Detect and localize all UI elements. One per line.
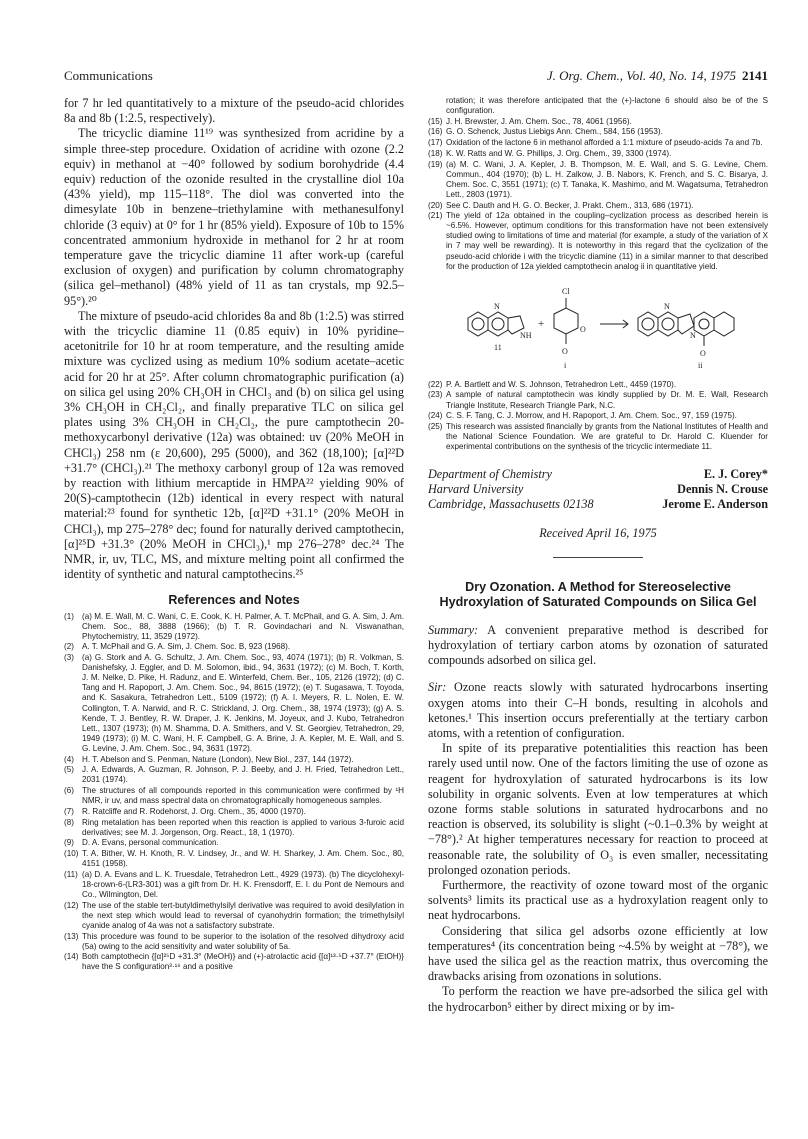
body-paragraph: for 7 hr led quantitatively to a mixture of the pseudo-acid chlorides 8a and 8b (1:2.5, respectively).	[64, 96, 404, 126]
summary-label: Summary:	[428, 622, 479, 637]
reference-item: (5) J. A. Edwards, A. Guzman, R. Johnson, P. J. Beeby, and J. H. Fried, Tetrahedron Lett., 2031 (1974).	[64, 765, 404, 785]
author-name: E. J. Corey*	[703, 466, 768, 481]
pyridone-ring	[694, 312, 714, 336]
reference-item: (9) D. A. Evans, personal communication.	[64, 838, 219, 848]
reference-list-continued	[428, 96, 768, 272]
aromatic-circle	[662, 318, 674, 330]
journal-citation: J. Org. Chem., Vol. 40, No. 14, 1975	[546, 68, 736, 83]
affiliation-row	[428, 482, 768, 497]
chlorine-label: Cl	[562, 286, 570, 296]
body-paragraph: The tricyclic diamine 11¹⁹ was synthesized from acridine by a simple three-step procedure. Oxidation of acridine with ozone (2.2 equiv) in methanol at −40° followed by sodium borohydride (4.4 equiv) reduction of the ozonide resulted in the crystalline diol 10a (43% yield), mp 115–118°. The diol was converted into the dimesylate 10b in benzene–triethylamine with methanesulfonyl chloride (3 equiv) at 0° for 1 hr (85% yield). Exposure of 10b to 15% concentrated ammonium hydroxide in methanol for 2 hr at room temperature gave the tricyclic diamine 11 after work-up (careful exclusion of oxygen) and purification by column chromatography (silica gel–methanol) (48% yield of 11 as tan crystals, mp 92.5–95°).²⁰	[64, 126, 404, 308]
nh-label: NH	[520, 330, 532, 340]
reference-item: (17) Oxidation of the lactone 6 in methanol afforded a 1:1 mixture of pseudo-acids 7a and 7b.	[428, 138, 763, 148]
affiliation-row	[428, 467, 768, 482]
pyridine-ring	[658, 312, 678, 336]
reaction-scheme-drawing	[428, 274, 768, 374]
reference-item: (2) A. T. McPhail and G. A. Sim, J. Chem. Soc. B, 923 (1968).	[64, 642, 291, 652]
ring-oxygen-label: O	[580, 324, 586, 334]
reference-item: (23) A sample of natural camptothecin was kindly supplied by Dr. M. E. Wall, Research Triangle Institute, Research Triangle Park, N.C.	[428, 390, 768, 410]
right-column	[428, 96, 768, 1015]
aromatic-circle	[472, 318, 484, 330]
aromatic-circle	[699, 319, 709, 329]
compound-label-ii: ii	[698, 360, 703, 370]
reference-item: (10) T. A. Bither, W. H. Knoth, R. V. Lindsey, Jr., and W. H. Sharkey, J. Am. Chem. Soc., 80, 4151 (1958).	[64, 849, 404, 869]
reference-item: (13) This procedure was found to be superior to the isolation of the resolved dihydroxy acid (5a) owing to the acid sensitivity and water solubility of 5a.	[64, 931, 404, 951]
references-heading: References and Notes	[168, 592, 300, 607]
reference-item: (6) The structures of all compounds reported in this communication were confirmed by ¹H NMR, ir uv, and mass spectral data on chromatographically homogeneous samples.	[64, 786, 404, 806]
oxygen-label: O	[700, 348, 706, 358]
aromatic-circle	[492, 318, 504, 330]
affiliation-dept: Department of Chemistry	[428, 466, 552, 481]
reference-item: (14) Both camptothecin {[α]²⁵D +31.3° (MeOH)} and (+)-atrolactic acid {[α]¹³·⁵D +37.7° (EtOH)} have the S configuration³·¹⁶ and a positive	[64, 952, 404, 972]
section-divider	[553, 557, 643, 558]
body-paragraph: The mixture of pseudo-acid chlorides 8a and 8b (1:2.5) was stirred with the tricyclic diamine 11 (0.85 equiv) in 10% pyridine–acetonitrile for 10 hr at room temperature, and the resulting amide mixture was cyclized using as medium 10% sodium acetate–acetic acid for 20 hr at 25°. After column chromatographic purification (a) on silica gel using 20% CH₃OH in CHCl₃ and (b) on silica gel using 3% CH₃OH in CH₂Cl₂, and finally preparative TLC on silica gel plates using 3% CH₃OH in CH₂Cl₂, the pure camptothecin 20-methoxycarbonyl derivative (12a) was obtained: uv (20% MeOH in CHCl₃) 258 nm (ε 20,600), 295 (5000), and 362 (18,100); [α]²²D +31.7° (CHCl₃).²¹ The methoxy carbonyl group of 12a was removed by reaction with lithium mercaptide in HMPA²² yielding 90% of 20(S)-camptothecin (12b) identical in every respect with natural material:²³ found for synthetic 12b, [α]²²D +31.1° (20% MeOH in CHCl₃), mp 275–278° dec; found for naturally derived camptothecin, [α]²⁵D +31.3° (20% MeOH in CHCl₃),¹ mp 276–278° dec.²⁴ The NMR, ir, uv, TLC, MS, and mixture melting point all confirmed the identity of synthetic and natural camptothecins.²⁵	[64, 308, 404, 582]
body-paragraph: Considering that silica gel adsorbs ozone efficiently at low temperatures⁴ (its concentration being ~4.5% by weight at −78°), we have used the silica gel as the reaction matrix, thus overcoming the drawbacks arising from ozonations in solutions.	[428, 923, 768, 984]
compound-label-i: i	[564, 360, 567, 370]
reference-item: (1) (a) M. E. Wall, M. C. Wani, C. E. Cook, K. H. Palmer, A. T. McPhail, and G. A. Sim, J. Am. Chem. Soc., 88, 3888 (1966); (b) T. R. Govindachari and N. Viswanathan, Phytochemistry, 11, 3529 (1972).	[64, 611, 404, 641]
sir-label: Sir:	[428, 680, 447, 695]
body-paragraph: Furthermore, the reactivity of ozone toward most of the organic solvents³ limits its practical use as a hydroxylation reagent only to neat hydrocarbons.	[428, 878, 768, 923]
summary	[428, 623, 768, 669]
reference-item: (20) See C. Dauth and H. G. O. Becker, J. Prakt. Chem., 313, 686 (1971).	[428, 200, 694, 210]
oxygen-label: O	[562, 346, 568, 356]
reference-item: (12) The use of the stable tert-butyldimethylsilyl derivative was required to avoid desilylation in the next step which would lead to reversal of cyanohydrin formation; the trimethylsilyl cyanide analog of 4a was not a satisfactory substrate.	[64, 900, 404, 930]
reference-item: (7) R. Ratcliffe and R. Rodehorst, J. Org. Chem., 35, 4000 (1970).	[64, 806, 306, 816]
received-date: Received April 16, 1975	[539, 525, 657, 540]
reference-item: (3) (a) G. Stork and A. G. Schultz, J. Am. Chem. Soc., 93, 4074 (1971); (b) R. Volkman, S. Danishefsky, J. Eggler, and D. M. Solomon, ibid., 94, 3631 (1972); (c) M. Boch, T. Korth, J. M. Nelke, D. Pike, H. Radunz, and E. Winterfeld, Chem. Ber., 105, 2126 (1972); (d) C. Tang and H. Rapoport, J. Am. Chem. Soc., 94, 8615 (1972); (e) T. Sugasawa, T. Toyoda, and K. Sasakura, Tetrahedron Lett., 5109 (1972); (f) A. I. Meyers, R. L. Nolen, E. W. Collington, T. A. Narwid, and R. C. Strickland, J. Org. Chem., 38, 1974 (1973); (g) A. S. Kende, T. J. Bentley, R. W. Draper, J. K. Jenkins, M. Joyeux, and J. Kubo, Tetrahedron Lett., 1307 (1973); (h) M. Shamma, D. A. Smithers, and V. St. Georgiev, Tetrahedron, 29, 1949 (1973); (i) M. C. Wani, H. F. Campbell, G. A. Brine, J. A. Kepler, M. E. Wall, and S. G. Levine, J. Am. Chem. Soc., 94, 3631 (1972).	[64, 653, 404, 753]
page-header-right	[547, 68, 768, 84]
reference-list	[64, 612, 404, 973]
affiliation-row	[428, 497, 768, 512]
reference-item: (25) This research was assisted financially by grants from the National Institutes of Health and the National Science Foundation. We are grateful to Dr. Harold C. Kluender for experimental contributions on the synthesis of the tricyclic intermediate 11.	[428, 421, 768, 452]
aromatic-circle	[642, 318, 654, 330]
reference-item: (8) Ring metalation has been reported when this reaction is applied to various 3-furoic acid derivatives; see M. J. Jorgenson, Org. React., 18, 1 (1970).	[64, 817, 404, 837]
lactone-ring	[714, 312, 734, 336]
left-column	[64, 96, 404, 973]
page-number: 2141	[742, 68, 768, 83]
compound-label-11: 11	[494, 342, 502, 352]
reference-item: rotation; it was therefore anticipated that the (+)-lactone 6 should also be of the S configuration.	[446, 96, 768, 116]
affiliation-dept: Cambridge, Massachusetts 02138	[428, 496, 594, 511]
author-name: Jerome E. Anderson	[662, 496, 768, 511]
benzene-ring	[638, 312, 658, 336]
reference-item: (21) The yield of 12a obtained in the coupling–cyclization process as described herein is ~6.5%. However, optimum conditions for this transformation have not been extensively studied owing to limitations of time and material (for example, a study of the variation of X in 7 may well be rewarding). It is noteworthy in this regard that the cyclization of the pseudo-acid chloride i with the tricyclic diamine (11) in a similar manner to that described for the production of 12a yielded camptothecin analog ii in quantitative yield.	[428, 211, 768, 271]
page-header-left: Communications	[64, 68, 153, 83]
reference-item: (11) (a) D. A. Evans and L. K. Truesdale, Tetrahedron Lett., 4929 (1973). (b) The dicyclohexyl-18-crown-6-(LR3-301) was a gift from Dr. H. K. Frensdorff, E. I. du Pont de Nemours and Co., Wilmington, Del.	[64, 869, 404, 899]
plus-sign: +	[538, 317, 545, 330]
paragraph-text: Ozone reacts slowly with saturated hydrocarbons inserting oxygen atoms into their C–H bonds, resulting in alcohols and ketones.¹ This insertion occurs preferentially at the tertiary carbon atoms, with a retention of configuration.	[428, 680, 768, 740]
summary-text: A convenient preparative method is described for hydroxylation of tertiary carbon atoms by ozonation of saturated compounds adsorbed on silica gel.	[428, 622, 768, 668]
nitrogen-label: N	[690, 330, 696, 340]
pyridine-ring	[488, 312, 508, 336]
benzene-ring	[468, 312, 488, 336]
reference-item: (4) H. T. Abelson and S. Penman, Nature (London), New Biol., 237, 144 (1972).	[64, 754, 354, 764]
reaction-scheme	[428, 274, 768, 374]
body-paragraph	[428, 680, 768, 741]
article-title: Dry Ozonation. A Method for Stereoselective Hydroxylation of Saturated Compounds on Silica Gel	[439, 579, 757, 610]
lactone-ring	[554, 308, 578, 334]
reference-item: (22) P. A. Bartlett and W. S. Johnson, Tetrahedron Lett., 4459 (1970).	[428, 379, 677, 389]
body-paragraph: In spite of its preparative potentialities this reaction has been rarely used until now. One of the factors limiting the use of ozone as reagent for hydroxylation of saturated hydrocarbons is its low solubility in organic solvents. Even at low temperatures at which ozone forms stable solutions in saturated hydrocarbons and no reaction is observed, its solubility is slight (~0.1–0.3% by weight at −78°).² At higher temperatures necessary for reaction to proceed at reasonable rate, the solubility of O₃ is even smaller, necessitating prolonged ozonation periods.	[428, 741, 768, 877]
reference-item: (16) G. O. Schenck, Justus Liebigs Ann. Chem., 584, 156 (1953).	[428, 127, 663, 137]
reference-list-continued-2	[428, 380, 768, 452]
body-paragraph: To perform the reaction we have pre-adsorbed the silica gel with the hydrocarbon⁵ either by direct mixing or by im-	[428, 984, 768, 1014]
nitrogen-label: N	[494, 301, 500, 311]
reference-item: (18) K. W. Ratts and W. G. Phillips, J. Org. Chem., 39, 3300 (1974).	[428, 148, 672, 158]
affiliation-dept: Harvard University	[428, 481, 524, 496]
nitrogen-label: N	[664, 301, 670, 311]
reference-item: (24) C. S. F. Tang, C. J. Morrow, and H. Rapoport, J. Am. Chem. Soc., 97, 159 (1975).	[428, 411, 737, 421]
author-name: Dennis N. Crouse	[677, 481, 768, 496]
reference-item: (15) J. H. Brewster, J. Am. Chem. Soc., 78, 4061 (1956).	[428, 116, 632, 126]
reference-item: (19) (a) M. C. Wani, J. A. Kepler, J. B. Thompson, M. E. Wall, and S. G. Levine, Chem. Commun., 404 (1970); (b) L. H. Zalkow, J. B. Nabors, K. French, and S. C. Bisarya, J. Chem. Soc. C, 3551 (1971); (c) T. Tanaka, K. Mashimo, and M. Wagatsuma, Tetrahedron Lett., 2803 (1971).	[428, 159, 768, 199]
